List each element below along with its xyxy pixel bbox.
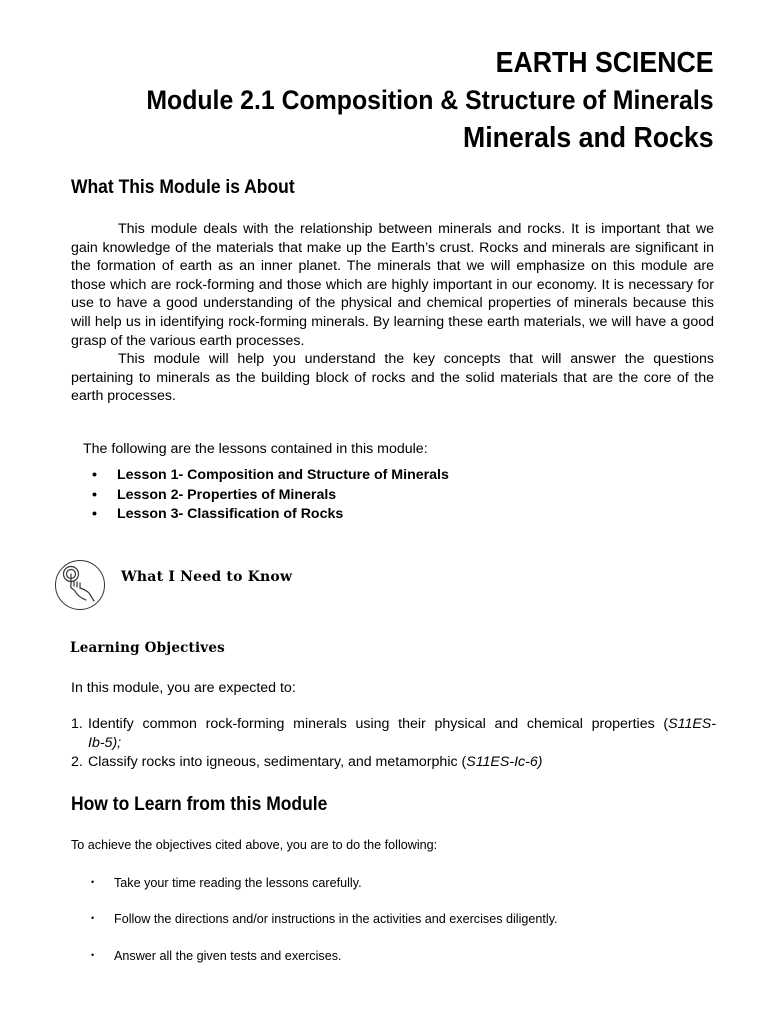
instruction-text: Take your time reading the lessons carefully. <box>114 876 362 890</box>
bullet: • <box>91 913 95 923</box>
objective-number: 2. <box>71 754 83 770</box>
how-to-heading: How to Learn from this Module <box>71 794 328 815</box>
bullet: • <box>92 506 97 522</box>
title-block <box>97 44 714 158</box>
list-item <box>92 486 449 506</box>
bullet: • <box>92 486 97 503</box>
bullet: • <box>91 877 95 887</box>
list-item <box>91 949 342 963</box>
topic-title: Minerals and Rocks <box>463 122 714 154</box>
list-item <box>91 876 362 890</box>
module-title: Module 2.1 Composition & Structure of Minerals <box>146 85 714 115</box>
competency-code-end: Ib-5); <box>88 734 122 751</box>
lessons-intro: The following are the lessons contained in this module: <box>83 441 428 457</box>
about-heading: What This Module is About <box>71 177 295 198</box>
about-paragraph-2: This module will help you understand the key concepts that will answer the questions pertaining to minerals as the building block of rocks and the solid materials that are the core of the earth processes. <box>71 351 714 405</box>
lesson-label: Lesson 3- Classification of Rocks <box>117 506 344 522</box>
about-paragraph-1: This module deals with the relationship between minerals and rocks. It is important that we gain knowledge of the materials that make up the Earth’s crust. Rocks and minerals are significant in the formation of earth as an inner planet. The minerals that we will emphasize on this module are those which are rock-forming and those which are highly important in our economy. It is necessary for use to have a good understanding of the physical and chemical properties of minerals because this will help us in identifying rock-forming minerals. By learning these earth materials, we will have a good grasp of the various earth processes. <box>71 221 714 349</box>
list-item <box>91 912 558 926</box>
competency-code: S11ES-Ic-6) <box>466 754 543 770</box>
objective-item-1 <box>71 715 716 752</box>
objective-number: 1. <box>71 716 83 732</box>
how-to-intro: To achieve the objectives cited above, you are to do the following: <box>71 838 438 852</box>
lesson-label: Lesson 1- Composition and Structure of Minerals <box>117 467 449 483</box>
pointing-hand-icon <box>55 560 105 610</box>
list-item <box>92 505 449 525</box>
bullet: • <box>92 467 97 483</box>
competency-code-start: S11ES- <box>668 716 716 732</box>
need-to-know-heading: What I Need to Know <box>121 569 293 585</box>
lesson-label: Lesson 2- Properties of Minerals <box>117 486 337 503</box>
instruction-text: Answer all the given tests and exercises. <box>114 949 342 963</box>
subject-title: EARTH SCIENCE <box>496 47 714 79</box>
instruction-text: Follow the directions and/or instructions in the activities and exercises diligently. <box>114 912 558 926</box>
objective-item-2 <box>71 753 716 772</box>
objectives-intro: In this module, you are expected to: <box>71 680 296 696</box>
objectives-heading: Learning Objectives <box>70 640 225 656</box>
lesson-list <box>92 466 449 525</box>
bullet: • <box>91 950 95 960</box>
list-item <box>92 466 449 486</box>
objective-text: Classify rocks into igneous, sedimentary, and metamorphic ( <box>88 754 467 770</box>
objective-text: Identify common rock-forming minerals using their physical and chemical properties ( <box>88 716 669 732</box>
about-text <box>71 220 714 406</box>
